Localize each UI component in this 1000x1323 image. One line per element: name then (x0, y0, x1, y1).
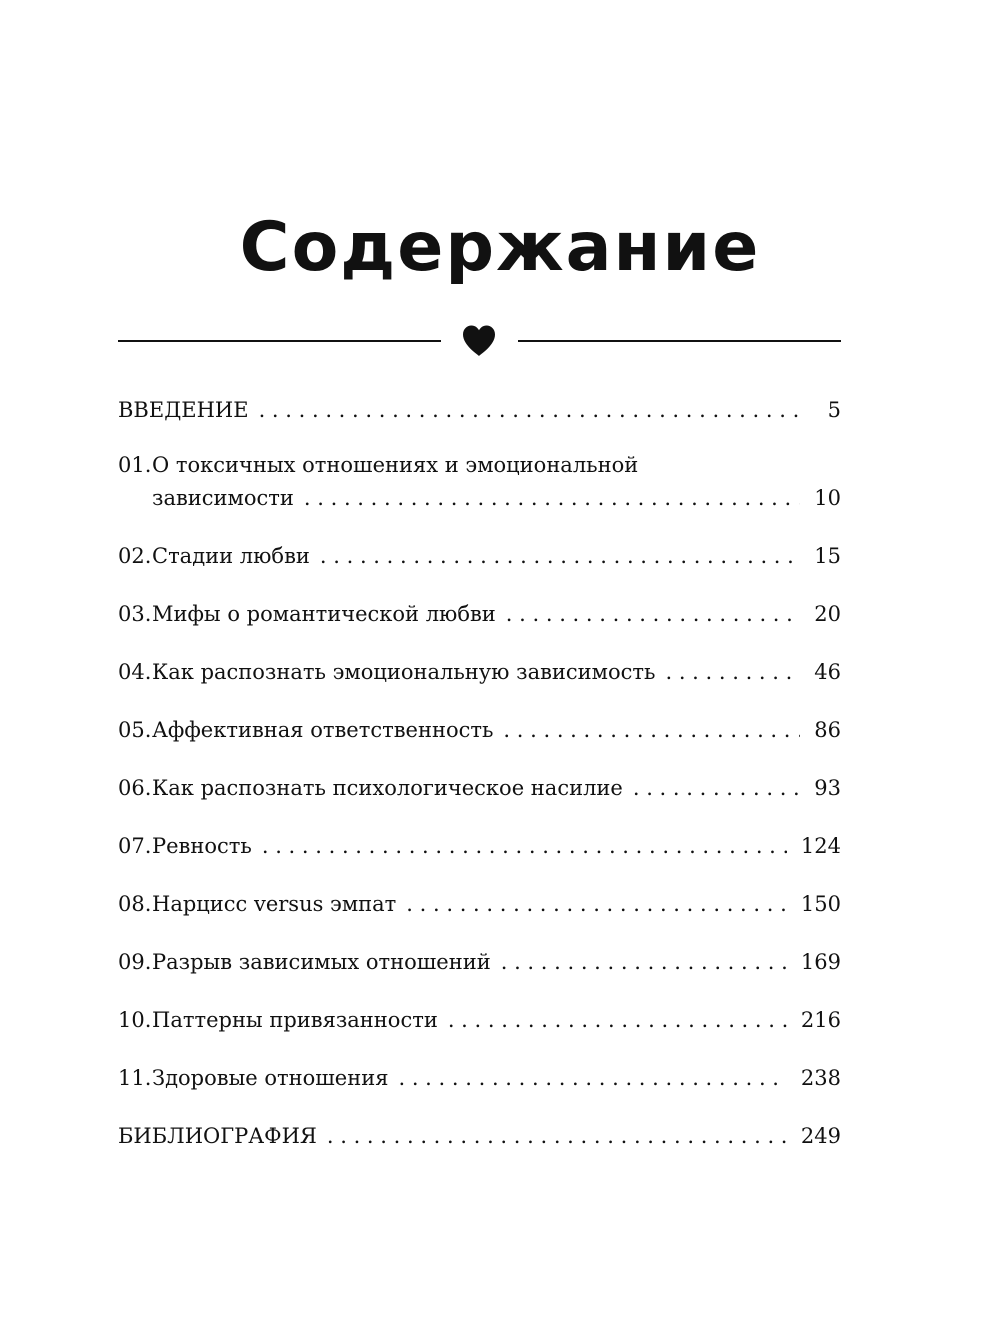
toc-entry-page: 216 (800, 1008, 841, 1032)
toc-entry-number: 10. (118, 1008, 152, 1032)
toc-entry-chapter-11[interactable] (118, 1060, 841, 1096)
toc-leader-dots (633, 770, 800, 806)
toc-leader-dots (259, 392, 807, 428)
toc-entry-page: 20 (814, 602, 841, 626)
toc-entry-page: 46 (814, 660, 841, 684)
toc-entry-chapter-03[interactable] (118, 596, 841, 632)
toc-entry-label: БИБЛИОГРАФИЯ (118, 1124, 317, 1148)
toc-leader-dots (665, 654, 800, 690)
toc-entry-label: Как распознать психологическое насилие (152, 776, 623, 800)
toc-entry-number: 06. (118, 776, 152, 800)
toc-entry-page: 169 (800, 950, 841, 974)
toc-entry-page: 15 (814, 544, 841, 568)
toc-leader-dots (398, 1060, 786, 1096)
toc-leader-dots (503, 712, 800, 748)
toc-entry-label: Аффективная ответственность (152, 718, 494, 742)
toc-entry-introduction[interactable] (118, 392, 841, 428)
toc-leader-dots (501, 944, 787, 980)
toc-leader-dots (320, 538, 800, 574)
toc-entry-chapter-08[interactable] (118, 886, 841, 922)
toc-leader-dots (448, 1002, 787, 1038)
toc-entry-page: 10 (814, 486, 841, 510)
toc-entry-label: Ревность (152, 834, 252, 858)
toc-entry-label: зависимости (152, 486, 294, 510)
heart-icon (461, 324, 497, 358)
toc-entry-chapter-05[interactable] (118, 712, 841, 748)
toc-entry-number: 05. (118, 718, 152, 742)
toc-entry-number: 02. (118, 544, 152, 568)
toc-entry-chapter-06[interactable] (118, 770, 841, 806)
toc-leader-dots (327, 1118, 787, 1154)
toc-entry-chapter-10[interactable] (118, 1002, 841, 1038)
toc-leader-dots (406, 886, 787, 922)
toc-entry-label: ВВЕДЕНИЕ (118, 398, 249, 422)
divider-line-right (518, 340, 841, 342)
toc-entry-number: 07. (118, 834, 152, 858)
title-divider (118, 323, 841, 359)
toc-entry-chapter-07[interactable] (118, 828, 841, 864)
toc-entry-label: Стадии любви (152, 544, 310, 568)
toc-entry-label: Разрыв зависимых отношений (152, 950, 491, 974)
toc-entry-chapter-04[interactable] (118, 654, 841, 690)
toc-entry-label: Паттерны привязанности (152, 1008, 438, 1032)
toc-entry-page: 150 (800, 892, 841, 916)
toc-entry-page: 238 (800, 1066, 841, 1090)
toc-entry-number: 08. (118, 892, 152, 916)
toc-entry-label-line1: О токсичных отношениях и эмоциональной (152, 453, 639, 477)
toc-entry-label: Нарцисс versus эмпат (152, 892, 397, 916)
toc-leader-dots (304, 480, 800, 516)
toc-entry-page: 93 (814, 776, 841, 800)
toc-entry-label: Как распознать эмоциональную зависимость (152, 660, 656, 684)
divider-line-left (118, 340, 441, 342)
toc-leader-dots (506, 596, 800, 632)
toc-entry-number: 03. (118, 602, 152, 626)
toc-entry-page: 124 (800, 834, 841, 858)
toc-entry-number: 04. (118, 660, 152, 684)
toc-entry-page: 5 (827, 398, 841, 422)
toc-entry-label: Мифы о романтической любви (152, 602, 496, 626)
page-title: Содержание (239, 208, 761, 287)
toc-entry-chapter-01[interactable] (118, 450, 841, 516)
toc-entry-page: 86 (814, 718, 841, 742)
toc-leader-dots (262, 828, 787, 864)
toc-entry-chapter-02[interactable] (118, 538, 841, 574)
toc-entry-page: 249 (800, 1124, 841, 1148)
toc-entry-number: 01. (118, 453, 152, 477)
toc-entry-number: 09. (118, 950, 152, 974)
toc-entry-bibliography[interactable] (118, 1118, 841, 1154)
toc-entry-number: 11. (118, 1066, 152, 1090)
toc-entry-label: Здоровые отношения (152, 1066, 389, 1090)
toc-entry-chapter-09[interactable] (118, 944, 841, 980)
table-of-contents (118, 392, 841, 1176)
